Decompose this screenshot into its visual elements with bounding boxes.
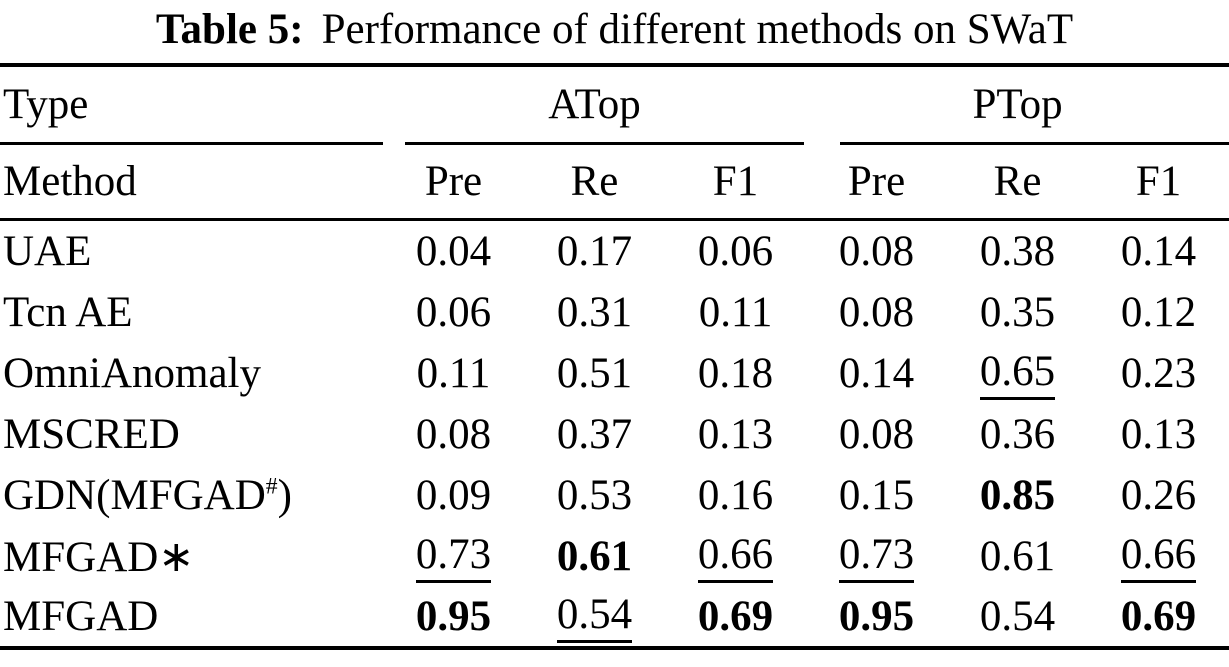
method-label: MSCRED [3, 411, 180, 458]
value-text: 0.06 [415, 289, 492, 336]
table-body [0, 221, 1229, 648]
table-row [0, 343, 1229, 404]
value-text: 0.18 [697, 350, 774, 397]
cell-value [383, 282, 524, 343]
value-text: 0.11 [416, 350, 491, 397]
table-row [0, 404, 1229, 465]
method-label: MFGAD [3, 593, 159, 640]
cell-value [947, 221, 1088, 282]
value-text: 0.11 [698, 289, 773, 336]
cell-value [665, 587, 806, 648]
cell-value [383, 587, 524, 648]
col-header-atop-re: Re [570, 158, 619, 205]
value-text: 0.73 [839, 532, 914, 582]
cell-value [1088, 221, 1229, 282]
value-text: 0.08 [838, 289, 915, 336]
cell-value [947, 404, 1088, 465]
value-text: 0.61 [979, 533, 1056, 580]
value-text: 0.54 [557, 592, 632, 642]
col-header-atop-pre: Pre [424, 158, 483, 205]
value-text: 0.14 [838, 350, 915, 397]
cell-value [524, 465, 665, 526]
cell-method [0, 404, 383, 465]
cell-value [806, 282, 947, 343]
cell-value [524, 343, 665, 404]
value-text: 0.35 [979, 289, 1056, 336]
col-header-ptop-f1: F1 [1135, 158, 1182, 205]
table-row [0, 526, 1229, 587]
cell-value [524, 282, 665, 343]
table-caption [0, 0, 1229, 63]
col-header-type: Type [3, 81, 89, 128]
cell-value [383, 526, 524, 587]
cell-value [1088, 587, 1229, 648]
value-text: 0.95 [838, 593, 915, 640]
cell-value [665, 221, 806, 282]
value-text: 0.69 [697, 593, 774, 640]
cell-value [806, 526, 947, 587]
cell-value [947, 465, 1088, 526]
value-text: 0.06 [697, 228, 774, 275]
table-row [0, 587, 1229, 648]
value-text: 0.36 [979, 411, 1056, 458]
cell-method [0, 587, 383, 648]
cell-value [806, 587, 947, 648]
cell-value [383, 404, 524, 465]
value-text: 0.15 [838, 472, 915, 519]
value-text: 0.08 [838, 228, 915, 275]
cell-method [0, 526, 383, 587]
col-header-ptop-pre: Pre [847, 158, 906, 205]
value-text: 0.54 [979, 593, 1056, 640]
value-text: 0.65 [980, 349, 1055, 399]
caption-text: Performance of different methods on SWaT [321, 6, 1074, 53]
value-text: 0.53 [556, 472, 633, 519]
value-text: 0.04 [415, 228, 492, 275]
value-text: 0.61 [556, 533, 633, 580]
cell-value [806, 343, 947, 404]
cell-value [806, 465, 947, 526]
method-superscript: # [265, 473, 278, 500]
value-text: 0.08 [838, 411, 915, 458]
method-label: MFGAD∗ [3, 533, 195, 581]
value-text: 0.51 [556, 350, 633, 397]
cell-value [383, 465, 524, 526]
method-label: GDN(MFGAD [3, 472, 266, 519]
cell-value [1088, 465, 1229, 526]
cell-value [947, 282, 1088, 343]
cell-value [806, 404, 947, 465]
method-label: UAE [3, 228, 92, 275]
value-text: 0.85 [979, 472, 1056, 519]
method-label: Tcn AE [3, 289, 133, 336]
cell-value [665, 343, 806, 404]
cell-value [383, 343, 524, 404]
cell-value [524, 404, 665, 465]
group-header-row [0, 65, 1229, 142]
value-text: 0.26 [1120, 472, 1197, 519]
cell-value [665, 282, 806, 343]
method-label: OmniAnomaly [3, 350, 261, 397]
cell-value [665, 404, 806, 465]
value-text: 0.95 [415, 593, 492, 640]
caption-label: Table 5: [155, 6, 304, 53]
value-text: 0.16 [697, 472, 774, 519]
cell-value [665, 526, 806, 587]
cell-method [0, 343, 383, 404]
value-text: 0.69 [1120, 593, 1197, 640]
table-row [0, 465, 1229, 526]
cell-value [1088, 343, 1229, 404]
col-header-atop: ATop [548, 81, 641, 128]
cell-value [383, 221, 524, 282]
cell-value [947, 587, 1088, 648]
cell-method [0, 221, 383, 282]
value-text: 0.12 [1120, 289, 1197, 336]
table-row [0, 282, 1229, 343]
method-label: ) [277, 472, 292, 519]
value-text: 0.37 [556, 411, 633, 458]
cell-value [947, 343, 1088, 404]
col-header-method: Method [3, 158, 137, 205]
value-text: 0.14 [1120, 228, 1197, 275]
value-text: 0.66 [1121, 532, 1196, 582]
cell-value [1088, 526, 1229, 587]
value-text: 0.73 [416, 532, 491, 582]
cell-value [524, 587, 665, 648]
value-text: 0.17 [556, 228, 633, 275]
value-text: 0.13 [697, 411, 774, 458]
value-text: 0.08 [415, 411, 492, 458]
cell-value [524, 221, 665, 282]
table-row [0, 221, 1229, 282]
cell-value [524, 526, 665, 587]
cell-value [665, 465, 806, 526]
cell-value [1088, 282, 1229, 343]
cell-value [806, 221, 947, 282]
value-text: 0.38 [979, 228, 1056, 275]
col-header-ptop-re: Re [993, 158, 1042, 205]
value-text: 0.13 [1120, 411, 1197, 458]
cell-value [947, 526, 1088, 587]
value-text: 0.09 [415, 472, 492, 519]
col-header-atop-f1: F1 [712, 158, 759, 205]
value-text: 0.23 [1120, 350, 1197, 397]
sub-header-row [0, 145, 1229, 218]
cell-value [1088, 404, 1229, 465]
value-text: 0.31 [556, 289, 633, 336]
col-header-ptop: PTop [972, 81, 1063, 128]
cell-method [0, 282, 383, 343]
results-table [0, 63, 1229, 650]
value-text: 0.66 [698, 532, 773, 582]
cell-method [0, 465, 383, 526]
